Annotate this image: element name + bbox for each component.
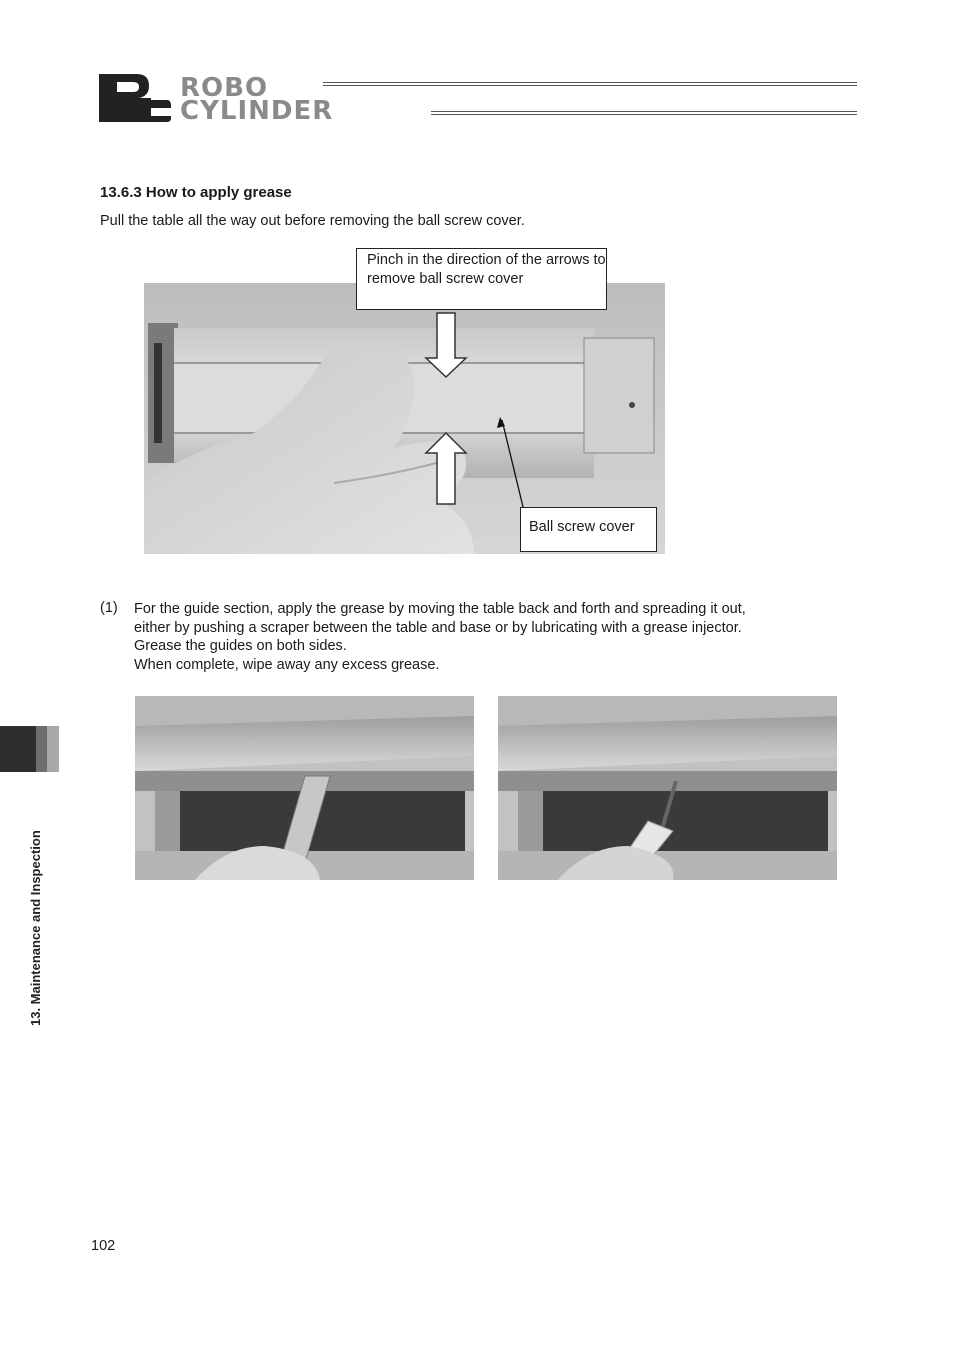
step-line: When complete, wipe away any excess grease. — [134, 656, 440, 673]
section-title: 13.6.3 How to apply grease — [100, 184, 292, 201]
step-line: either by pushing a scraper between the table and base or by lubricating with a grease injector. — [134, 619, 742, 636]
step-line: For the guide section, apply the grease by moving the table back and forth and spreading it out, — [134, 601, 746, 617]
callout-ball-screw-cover: Ball screw cover — [520, 507, 657, 552]
step-description — [134, 600, 854, 674]
header-rule — [323, 82, 857, 83]
header-rule — [431, 114, 857, 115]
chapter-tab-shade — [47, 726, 59, 772]
logo-text-cylinder: CYLINDER — [180, 96, 334, 126]
chapter-tab — [0, 726, 36, 772]
chapter-tab-shade — [36, 726, 47, 772]
header-rule — [323, 85, 857, 86]
intro-text: Pull the table all the way out before removing the ball screw cover. — [100, 213, 525, 229]
chapter-side-label: 13. Maintenance and Inspection — [28, 830, 43, 1026]
step-number: (1) — [100, 600, 118, 616]
header-rule — [431, 111, 857, 112]
photo-grease-injector — [498, 696, 837, 880]
step-line: Grease the guides on both sides. — [134, 638, 347, 654]
page-number: 102 — [91, 1238, 116, 1254]
callout-pinch-instruction: Pinch in the direction of the arrows to remove ball screw cover — [356, 248, 607, 310]
logo-text-robo: ROBO — [180, 73, 269, 103]
robo-cylinder-logo-mark — [97, 72, 173, 124]
photo-grease-scraper — [135, 696, 474, 880]
